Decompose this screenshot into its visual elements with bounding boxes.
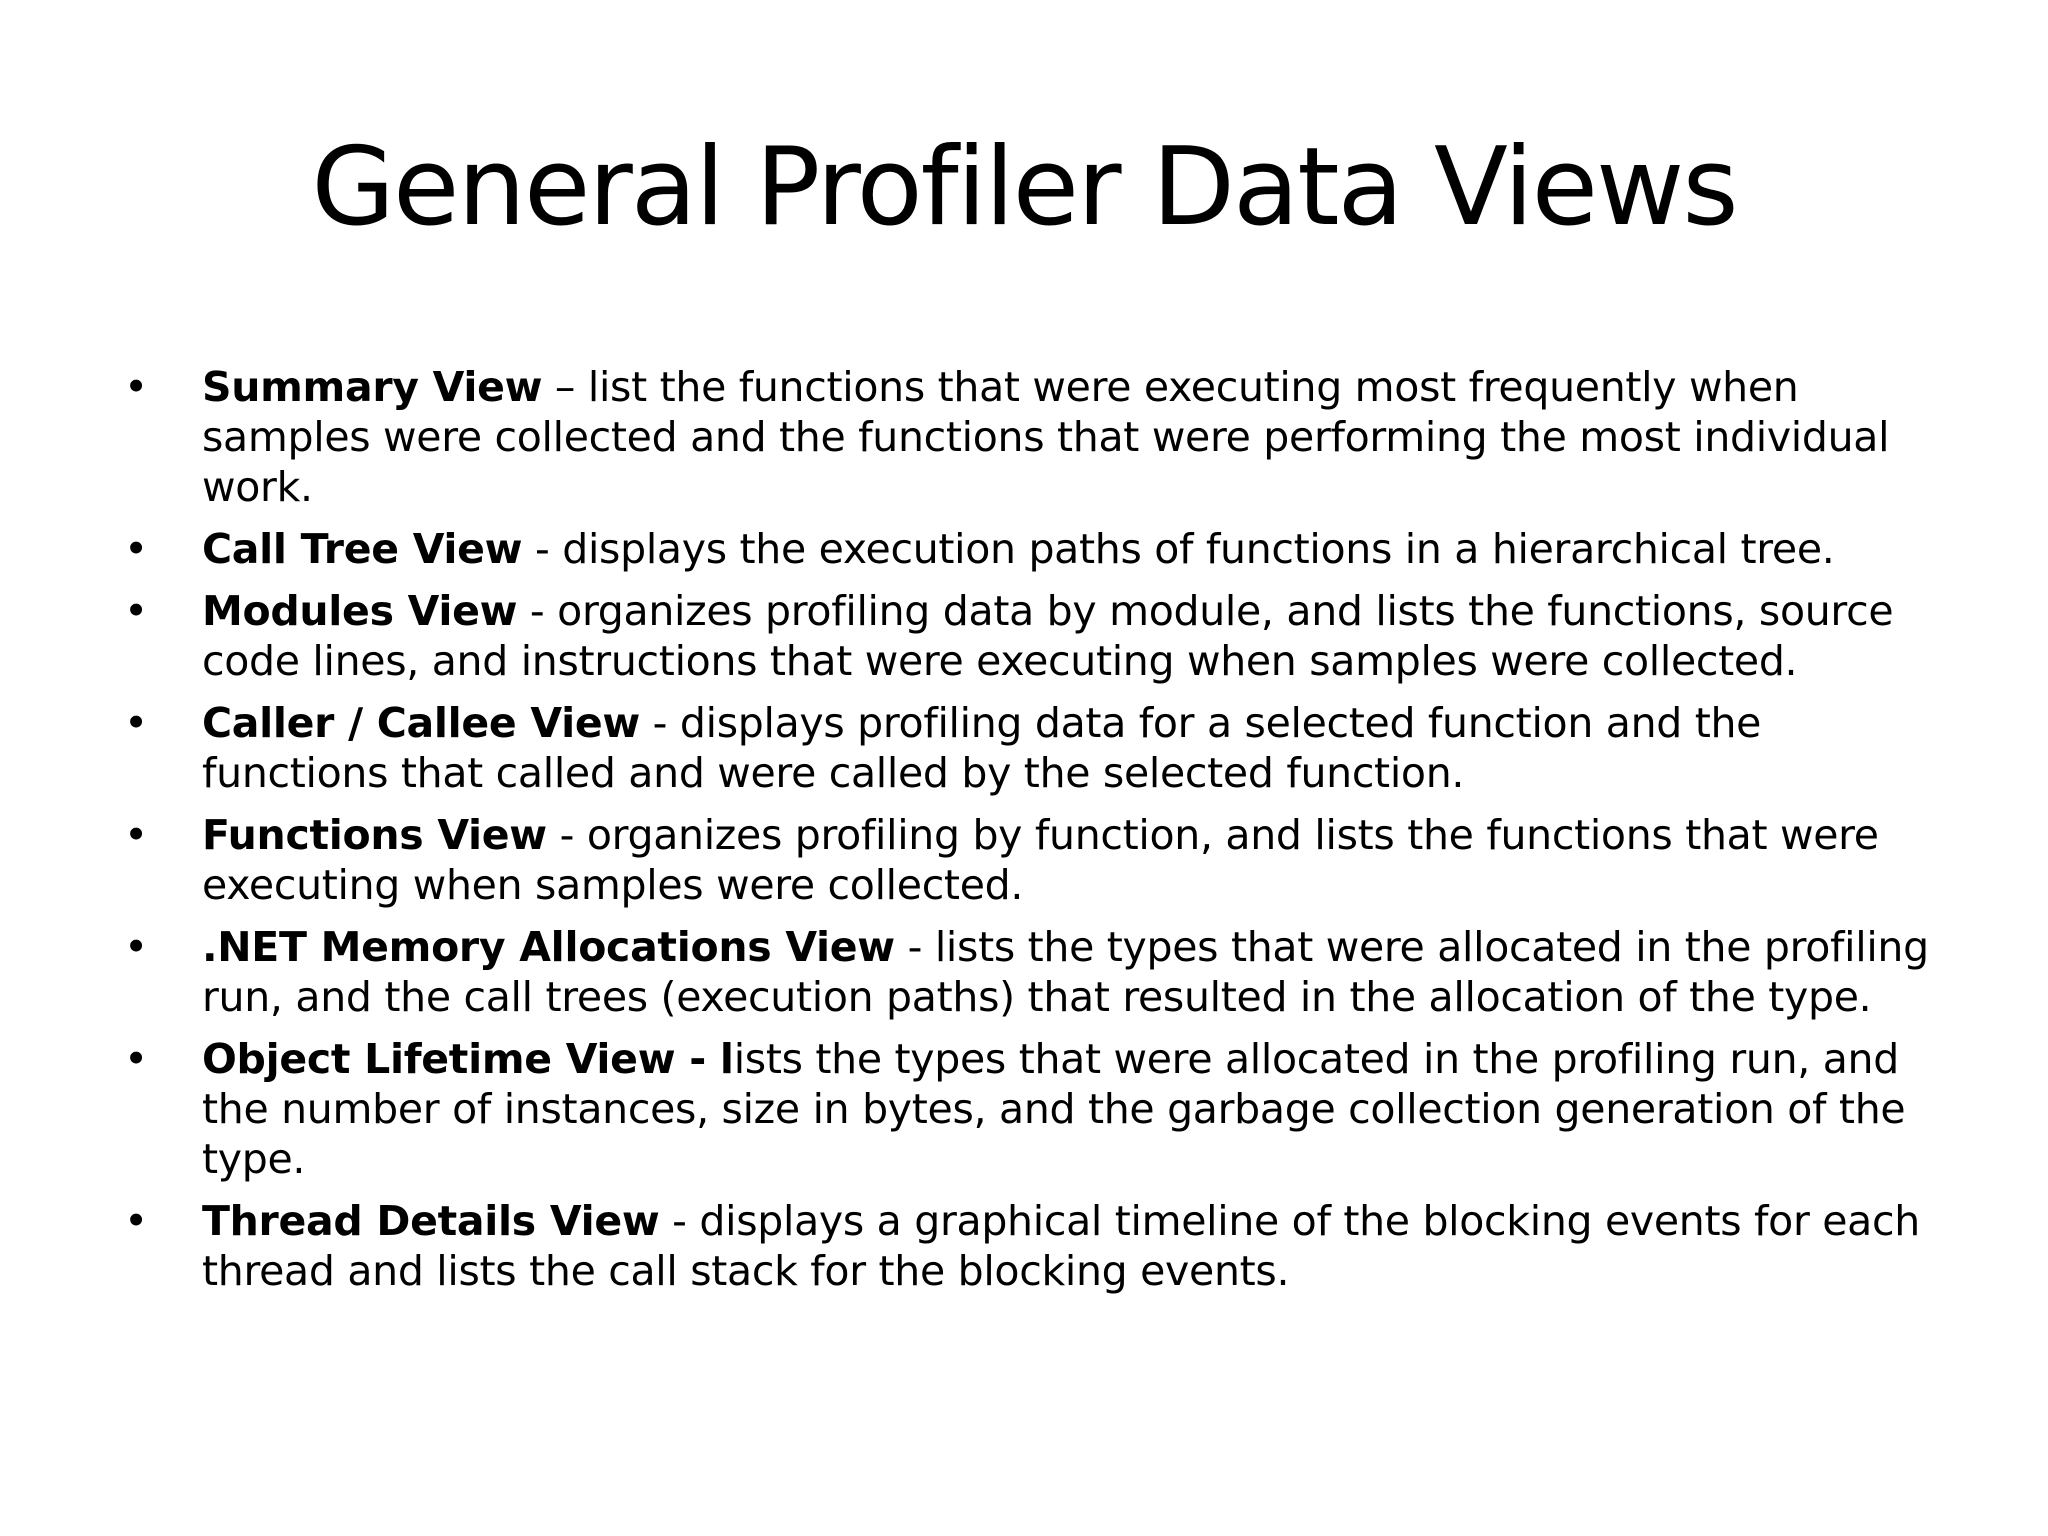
item-term: Caller / Callee View [202, 699, 640, 747]
item-description: - displays the execution paths of functions in a hierarchical tree. [522, 525, 1835, 573]
item-term: Thread Details View [202, 1197, 660, 1245]
bullet-icon: • [124, 1197, 148, 1245]
bullet-icon: • [124, 587, 148, 635]
item-term: Functions View [202, 811, 547, 859]
item-description: - displays a graphical timeline of the blocking events for each thread and lists the call stack for the blocking events. [202, 1197, 1920, 1295]
item-term: Summary View [202, 363, 543, 411]
list-item [124, 1034, 1954, 1184]
bullet-icon: • [124, 923, 148, 971]
item-description: ists the types that were allocated in the profiling run, and the number of instances, size in bytes, and the garbage collection generation of the type. [202, 1035, 1906, 1183]
bullet-icon: • [124, 811, 148, 859]
bullet-icon: • [124, 699, 148, 747]
item-description: - organizes profiling data by module, and lists the functions, source code lines, and instructions that were executing when samples were collected. [202, 587, 1894, 685]
item-term: Call Tree View [202, 525, 523, 573]
item-description: - organizes profiling by function, and lists the functions that were executing when samples were collected. [202, 811, 1879, 909]
item-term: .NET Memory Allocations View [202, 923, 895, 971]
bullet-icon: • [124, 1035, 148, 1083]
slide-title: General Profiler Data Views [311, 125, 1737, 250]
list-item [124, 698, 1954, 798]
list-item [124, 1196, 1954, 1296]
item-description: – list the functions that were executing most frequently when samples were collected and the functions that were performing the most individual work. [202, 363, 1890, 511]
list-item [124, 922, 1954, 1022]
list-item [124, 586, 1954, 686]
item-term: Object Lifetime View - l [202, 1035, 734, 1083]
item-description: - lists the types that were allocated in the profiling run, and the call trees (execution paths) that resulted in the allocation of the type. [202, 923, 1929, 1021]
list-item [124, 524, 1954, 574]
item-term: Modules View [202, 587, 518, 635]
item-description: - displays profiling data for a selected function and the functions that called and were called by the selected function. [202, 699, 1762, 797]
list-item [124, 810, 1954, 910]
bullet-list [124, 362, 1954, 1308]
list-item [124, 362, 1954, 512]
bullet-icon: • [124, 363, 148, 411]
bullet-icon: • [124, 525, 148, 573]
